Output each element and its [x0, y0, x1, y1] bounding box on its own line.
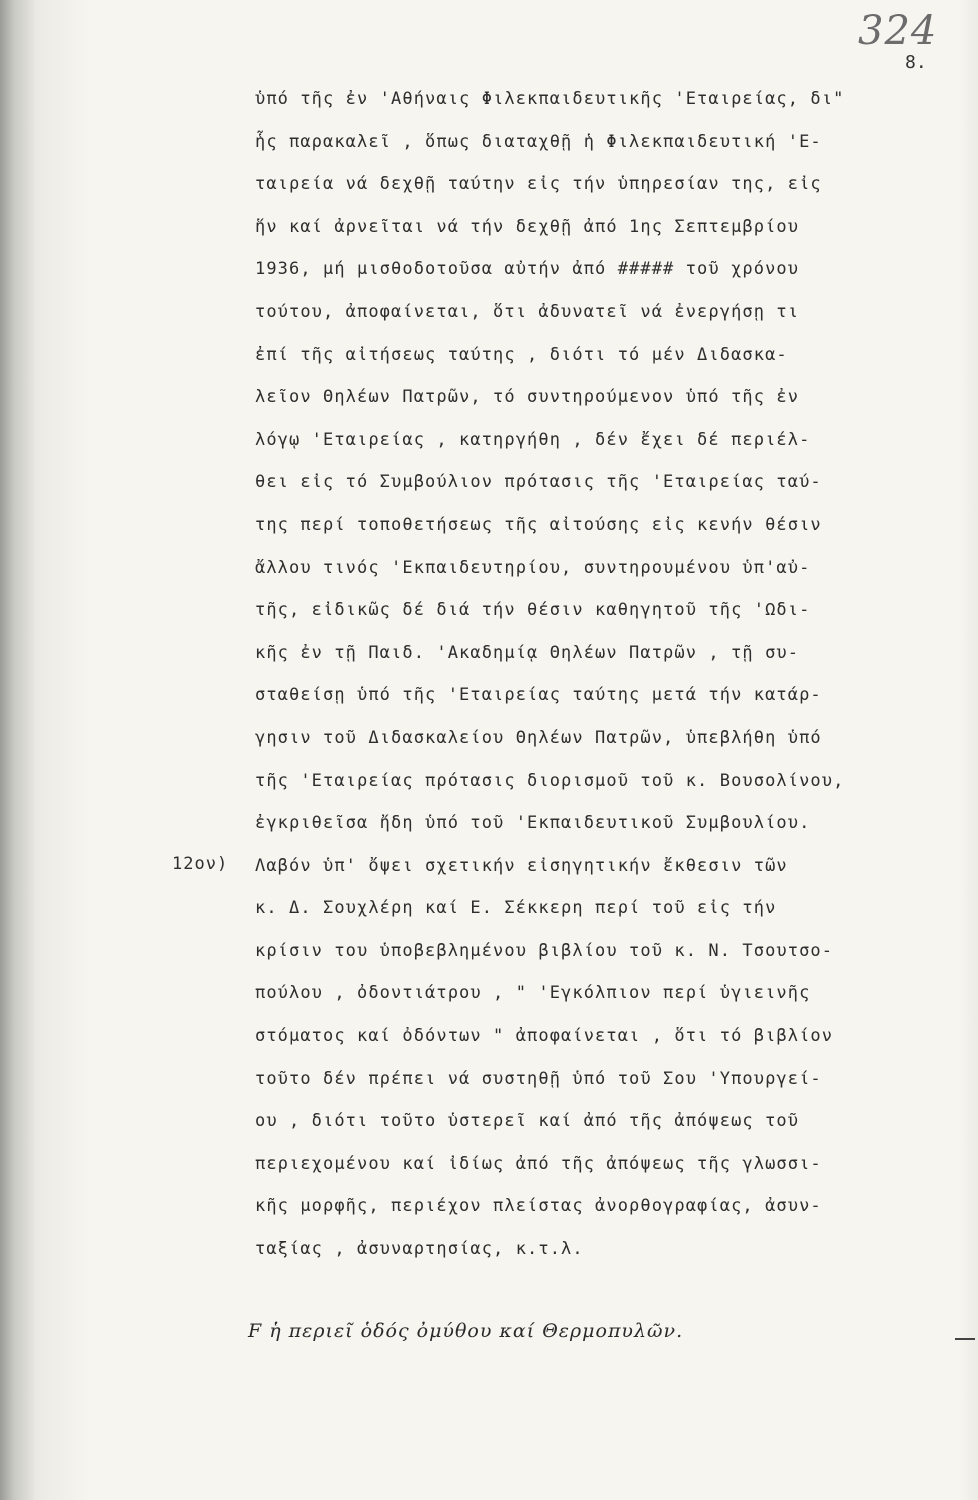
text-line: στόματος καί ὀδόντων " ἀποφαίνεται , ὅτι τό βιβλίον — [255, 1026, 834, 1047]
text-line: κῆς μορφῆς, περιέχον πλείστας ἀνορθογραφίας, ἀσυν- — [255, 1196, 822, 1217]
text-line: γησιν τοῦ Διδασκαλείου Θηλέων Πατρῶν, ὑπεβλήθη ὑπό — [255, 727, 822, 748]
text-line: σταθείσῃ ὑπό τῆς 'Εταιρείας ταύτης μετά τήν κατάρ- — [255, 685, 822, 706]
text-line: Λαβόν ὑπ' ὄψει σχετικήν εἰσηγητικήν ἔκθεσιν τῶν — [255, 855, 788, 876]
folio-number: 324 — [858, 8, 938, 54]
text-line: ἄλλου τινός 'Εκπαιδευτηρίου, συντηρουμένου ὑπ'αὐ- — [255, 557, 811, 578]
text-line: 1936, μή μισθοδοτοῦσα αὐτήν ἀπό ##### τοῦ χρόνου — [255, 259, 800, 280]
text-line: κ. Δ. Σουχλέρη καί Ε. Σέκκερη περί τοῦ εἰς τήν — [255, 898, 777, 919]
text-line: ὑπό τῆς ἐν 'Αθήναις Φιλεκπαιδευτικῆς 'Εταιρείας, δι" — [255, 89, 845, 109]
text-line: θει εἰς τό Συμβούλιον πρότασις τῆς 'Εταιρείας ταύ- — [255, 472, 822, 493]
text-line: τούτου, ἀποφαίνεται, ὅτι ἀδυνατεῖ νά ἐνεργήσῃ τι — [255, 301, 800, 322]
text-line: περιεχομένου καί ἰδίως ἀπό τῆς ἀπόψεως τῆς γλωσσι- — [255, 1153, 822, 1174]
text-line: λεῖον Θηλέων Πατρῶν, τό συντηρούμενον ὑπό τῆς ἐν — [255, 387, 800, 408]
text-line: ἧς παρακαλεῖ , ὅπως διαταχθῇ ἡ Φιλεκπαιδευτική 'Ε- — [255, 131, 822, 152]
text-line: ἐπί τῆς αἰτήσεως ταύτης , διότι τό μέν Διδασκα- — [255, 344, 788, 365]
text-line: τῆς 'Εταιρείας πρότασις διορισμοῦ τοῦ κ. Βουσολίνου, — [255, 770, 845, 791]
typed-text-block — [255, 78, 967, 1271]
text-line: ου , διότι τοῦτο ὑστερεῖ καί ἀπό τῆς ἀπόψεως τοῦ — [255, 1111, 800, 1132]
binding-edge — [0, 0, 34, 1500]
footnote-dash — [955, 1338, 975, 1340]
handwritten-footnote: F ἡ περιεῖ ὁδός ὀμύθου καί Θερμοπυλῶν. — [248, 1320, 684, 1342]
text-line: ἥν καί ἀρνεῖται νά τήν δεχθῇ ἀπό 1ης Σεπτεμβρίου — [255, 216, 800, 237]
text-line: ταξίας , ἀσυναρτησίας, κ.τ.λ. — [255, 1239, 584, 1260]
text-line: πούλου , ὀδοντιάτρου , " 'Εγκόλπιον περί ὑγιεινῆς — [255, 983, 811, 1004]
text-line: ἐγκριθεῖσα ἤδη ὑπό τοῦ 'Εκπαιδευτικοῦ Συμβουλίου. — [255, 813, 811, 834]
page-number: 8. — [905, 52, 927, 73]
text-line: της περί τοποθετήσεως τῆς αἰτούσης εἰς κενήν θέσιν — [255, 514, 822, 535]
text-line: τῆς, εἰδικῶς δέ διά τήν θέσιν καθηγητοῦ τῆς 'Ωδι- — [255, 600, 811, 621]
text-line: τοῦτο δέν πρέπει νά συστηθῇ ὑπό τοῦ Σου 'Υπουργεί- — [255, 1068, 822, 1089]
text-line: ταιρεία νά δεχθῇ ταύτην εἰς τήν ὑπηρεσίαν της, εἰς — [255, 174, 822, 195]
section-marker: 12ον) — [172, 854, 229, 874]
text-line: λόγῳ 'Εταιρείας , κατηργήθη , δέν ἔχει δέ περιέλ- — [255, 429, 811, 450]
text-line: κρίσιν του ὑποβεβλημένου βιβλίου τοῦ κ. Ν. Τσουτσο- — [255, 940, 834, 961]
text-line: κῆς ἐν τῇ Παιδ. 'Ακαδημίᾳ Θηλέων Πατρῶν , τῇ συ- — [255, 642, 800, 663]
